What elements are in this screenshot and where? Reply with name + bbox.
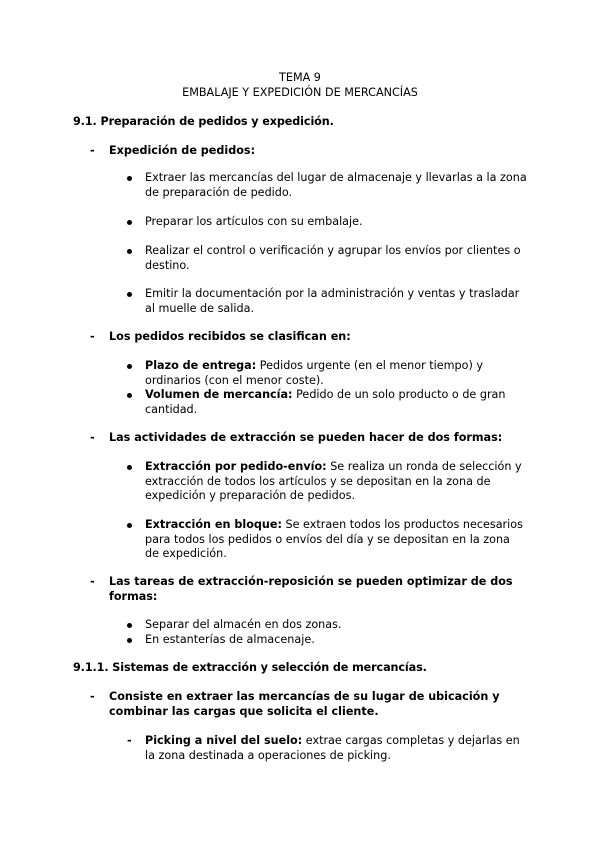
dash-item-actividades-extraccion bbox=[90, 431, 520, 446]
bullet-dot bbox=[127, 292, 132, 297]
bullet-dot bbox=[127, 523, 132, 528]
dash-item-pedidos-recibidos bbox=[90, 330, 520, 345]
bullet-text: Realizar el control o verificación y agrupar los envíos por clientes o destino. bbox=[145, 244, 521, 272]
sub-dash-desc: extrae cargas completas y dejarlas en la zona destinada a operaciones de picking. bbox=[145, 734, 520, 762]
dash-item-label: Expedición de pedidos: bbox=[109, 144, 256, 157]
bullet-dot bbox=[127, 364, 132, 369]
dash-item-consiste bbox=[90, 690, 520, 719]
bullet-dot bbox=[127, 393, 132, 398]
bullet-text: Extraer las mercancías del lugar de almacenaje y llevarlas a la zona de preparación de pedido. bbox=[145, 171, 527, 199]
bullet-text bbox=[145, 460, 527, 504]
bullet-item bbox=[127, 518, 527, 562]
bullet-dot bbox=[127, 638, 132, 643]
bullet-item bbox=[127, 171, 527, 200]
bullet-dot bbox=[127, 465, 132, 470]
bullet-text bbox=[145, 518, 527, 562]
bullet-desc: Se realiza un ronda de selección y extracción de todos los artículos y se depositan en la zona de expedición y preparación de pedidos. bbox=[145, 460, 522, 503]
sub-dash-term: Picking a nivel del suelo: bbox=[145, 734, 303, 747]
bullet-item bbox=[127, 287, 527, 316]
bullet-term: Plazo de entrega: bbox=[145, 359, 257, 372]
bullet-item bbox=[127, 359, 527, 388]
dash-marker: - bbox=[90, 690, 95, 703]
bullet-text: Separar del almacén en dos zonas. bbox=[145, 618, 342, 631]
dash-marker: - bbox=[90, 330, 95, 343]
bullet-item bbox=[127, 388, 527, 417]
doc-title-line1: TEMA 9 bbox=[279, 71, 321, 84]
dash-marker: - bbox=[127, 734, 132, 747]
dash-item-tareas-extraccion bbox=[90, 575, 520, 604]
section-heading-9-1-1: 9.1.1. Sistemas de extracción y selección de mercancías. bbox=[73, 661, 427, 674]
bullet-text: En estanterías de almacenaje. bbox=[145, 633, 315, 646]
bullet-term: Extracción en bloque: bbox=[145, 518, 282, 531]
bullet-text: Emitir la documentación por la administración y ventas y trasladar al muelle de salida. bbox=[145, 287, 520, 315]
dash-marker: - bbox=[90, 575, 95, 588]
bullet-dot bbox=[127, 220, 132, 225]
dash-item-label: Las tareas de extracción-reposición se pueden optimizar de dos formas: bbox=[109, 575, 513, 603]
section-heading-9-1: 9.1. Preparación de pedidos y expedición. bbox=[73, 115, 334, 128]
sub-dash-text bbox=[145, 734, 527, 763]
bullet-text bbox=[145, 388, 527, 417]
bullet-term: Extracción por pedido-envío: bbox=[145, 460, 327, 473]
bullet-desc: Pedidos urgente (en el menor tiempo) y ordinarios (con el menor coste). bbox=[145, 359, 484, 387]
bullet-dot bbox=[127, 249, 132, 254]
bullet-text: Preparar los artículos con su embalaje. bbox=[145, 215, 363, 228]
bullet-item bbox=[127, 244, 527, 273]
dash-item-label: Consiste en extraer las mercancías de su lugar de ubicación y combinar las cargas que solicita el cliente. bbox=[109, 690, 500, 718]
bullet-desc: Se extraen todos los productos necesarios para todos los pedidos o envíos del día y se depositan en la zona de expedición. bbox=[145, 518, 523, 561]
doc-title-line2: EMBALAJE Y EXPEDICIÓN DE MERCANCÍAS bbox=[182, 86, 418, 99]
dash-item-label: Los pedidos recibidos se clasifican en: bbox=[109, 330, 351, 343]
dash-item-expedicion bbox=[90, 144, 520, 159]
bullet-desc: Pedido de un solo producto o de gran cantidad. bbox=[145, 388, 506, 416]
bullet-item bbox=[127, 633, 527, 648]
dash-marker: - bbox=[90, 431, 95, 444]
bullet-dot bbox=[127, 623, 132, 628]
bullet-item bbox=[127, 618, 527, 633]
bullet-term: Volumen de mercancía: bbox=[145, 388, 293, 401]
bullet-item bbox=[127, 215, 527, 230]
bullet-item bbox=[127, 460, 527, 504]
dash-marker: - bbox=[90, 144, 95, 157]
bullet-dot bbox=[127, 176, 132, 181]
dash-item-label: Las actividades de extracción se pueden hacer de dos formas: bbox=[109, 431, 503, 444]
bullet-text bbox=[145, 359, 527, 388]
sub-dash-item-picking-suelo bbox=[127, 734, 527, 763]
